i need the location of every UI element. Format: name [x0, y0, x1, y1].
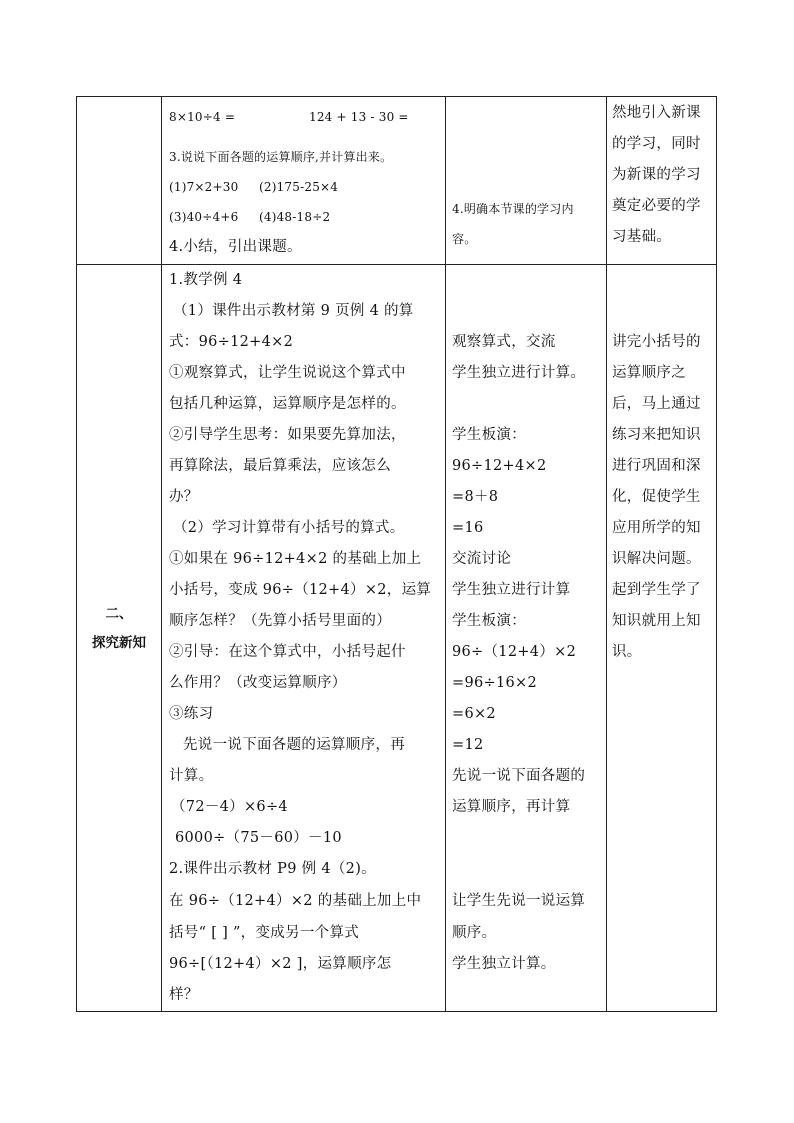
- student-line: 学生独立进行计算。: [452, 365, 586, 381]
- content-line: 先说一说下面各题的运算顺序，再: [183, 737, 405, 753]
- content-line: 2.课件出示教材 P9 例 4（2)。: [169, 861, 376, 877]
- student-line: 运算顺序，再计算: [452, 799, 571, 815]
- intent-line: 讲完小括号的: [612, 334, 701, 350]
- intent-line: 起到学生学了: [612, 582, 701, 598]
- student-line: =16: [452, 520, 484, 536]
- content-line: 办？: [169, 489, 199, 505]
- content-line: 8×10÷4 =: [169, 110, 236, 124]
- content-line: 6000÷（75－60）－10: [175, 830, 342, 846]
- content-line: ②引导学生思考：如果要先算加法，: [169, 427, 406, 443]
- content-line: 3.说说下面各题的运算顺序,并计算出来。: [169, 150, 393, 164]
- content-line: 么作用？（改变运算顺序）: [169, 675, 347, 691]
- content-line: 括号“ [ ] ”，变成另一个算式: [169, 925, 360, 941]
- intent-line: 练习来把知识: [612, 427, 701, 443]
- student-line: 学生独立计算。: [452, 956, 556, 972]
- content-line: 在 96÷（12+4）×2 的基础上加上中: [169, 893, 422, 909]
- intent-line: 后，马上通过: [612, 396, 701, 412]
- content-line: ②引导：在这个算式中，小括号起什: [169, 644, 406, 660]
- content-line: ①如果在 96÷12+4×2 的基础上加上: [169, 551, 422, 567]
- student-line: 先说一说下面各题的: [452, 768, 586, 784]
- content-line: 小括号，变成 96÷（12+4）×2，运算: [169, 582, 432, 598]
- intent-line: 然地引入新课: [612, 105, 701, 121]
- student-line: =8＋8: [452, 489, 499, 505]
- intent-line: 识。: [612, 644, 642, 660]
- content-line: 再算除法，最后算乘法，应该怎么: [169, 458, 391, 474]
- student-line: 顺序。: [452, 925, 497, 941]
- student-line: 交流讨论: [452, 551, 512, 567]
- student-line: 容。: [452, 232, 477, 246]
- content-line: (4)48-18÷2: [259, 210, 331, 224]
- intent-line: 为新课的学习: [612, 167, 701, 183]
- intent-line: 识解决问题。: [612, 551, 701, 567]
- stage-title: 探究新知: [92, 635, 146, 651]
- content-line: (2)175-25×4: [259, 180, 339, 194]
- student-line: 96÷12+4×2: [452, 458, 547, 474]
- stage-number: 二、: [105, 606, 133, 622]
- content-line: (1)7×2+30: [169, 180, 239, 194]
- content-line: 包括几种运算，运算顺序是怎样的。: [169, 396, 406, 412]
- student-line: =96÷16×2: [452, 675, 537, 691]
- content-line: （1）课件出示教材第 9 页例 4 的算: [173, 303, 414, 319]
- content-line: ③练习: [169, 706, 214, 722]
- content-line: 4.小结，引出课题。: [169, 239, 302, 255]
- student-line: 学生独立进行计算: [452, 582, 571, 598]
- student-line: 学生板演：: [452, 613, 526, 629]
- intent-line: 应用所学的知: [612, 520, 701, 536]
- student-line: =12: [452, 737, 484, 753]
- content-line: ①观察算式，让学生说说这个算式中: [169, 365, 406, 381]
- content-line: (3)40÷4+6: [169, 210, 239, 224]
- intent-line: 化，促使学生: [612, 489, 701, 505]
- column-divider-stage: [161, 97, 162, 1011]
- intent-line: 的学习，同时: [612, 136, 701, 152]
- content-line: 1.教学例 4: [169, 272, 243, 288]
- column-divider-student: [606, 97, 607, 1011]
- student-line: 学生板演：: [452, 427, 526, 443]
- student-line: =6×2: [452, 706, 496, 722]
- intent-line: 知识就用上知: [612, 613, 701, 629]
- student-line: 观察算式，交流: [452, 334, 556, 350]
- student-line: 96÷（12+4）×2: [452, 644, 577, 660]
- lesson-plan-table: [76, 96, 717, 1012]
- content-line: 124 + 13 - 30 =: [309, 110, 409, 124]
- intent-line: 奠定必要的学: [612, 198, 701, 214]
- row-divider: [77, 264, 716, 265]
- intent-line: 习基础。: [612, 229, 672, 245]
- intent-line: 进行巩固和深: [612, 458, 701, 474]
- content-line: 计算。: [169, 768, 214, 784]
- column-divider-content: [445, 97, 446, 1011]
- content-line: 顺序怎样？（先算小括号里面的）: [169, 613, 391, 629]
- student-line: 让学生先说一说运算: [452, 893, 586, 909]
- content-line: 96÷[（12+4）×2 ]，运算顺序怎: [169, 956, 392, 972]
- content-line: 样？: [169, 987, 199, 1003]
- content-line: （72－4）×6÷4: [171, 799, 288, 815]
- student-line: 4.明确本节课的学习内: [452, 202, 574, 216]
- content-line: 式：96÷12+4×2: [169, 334, 294, 350]
- content-line: （2）学习计算带有小括号的算式。: [173, 520, 405, 536]
- intent-line: 运算顺序之: [612, 365, 686, 381]
